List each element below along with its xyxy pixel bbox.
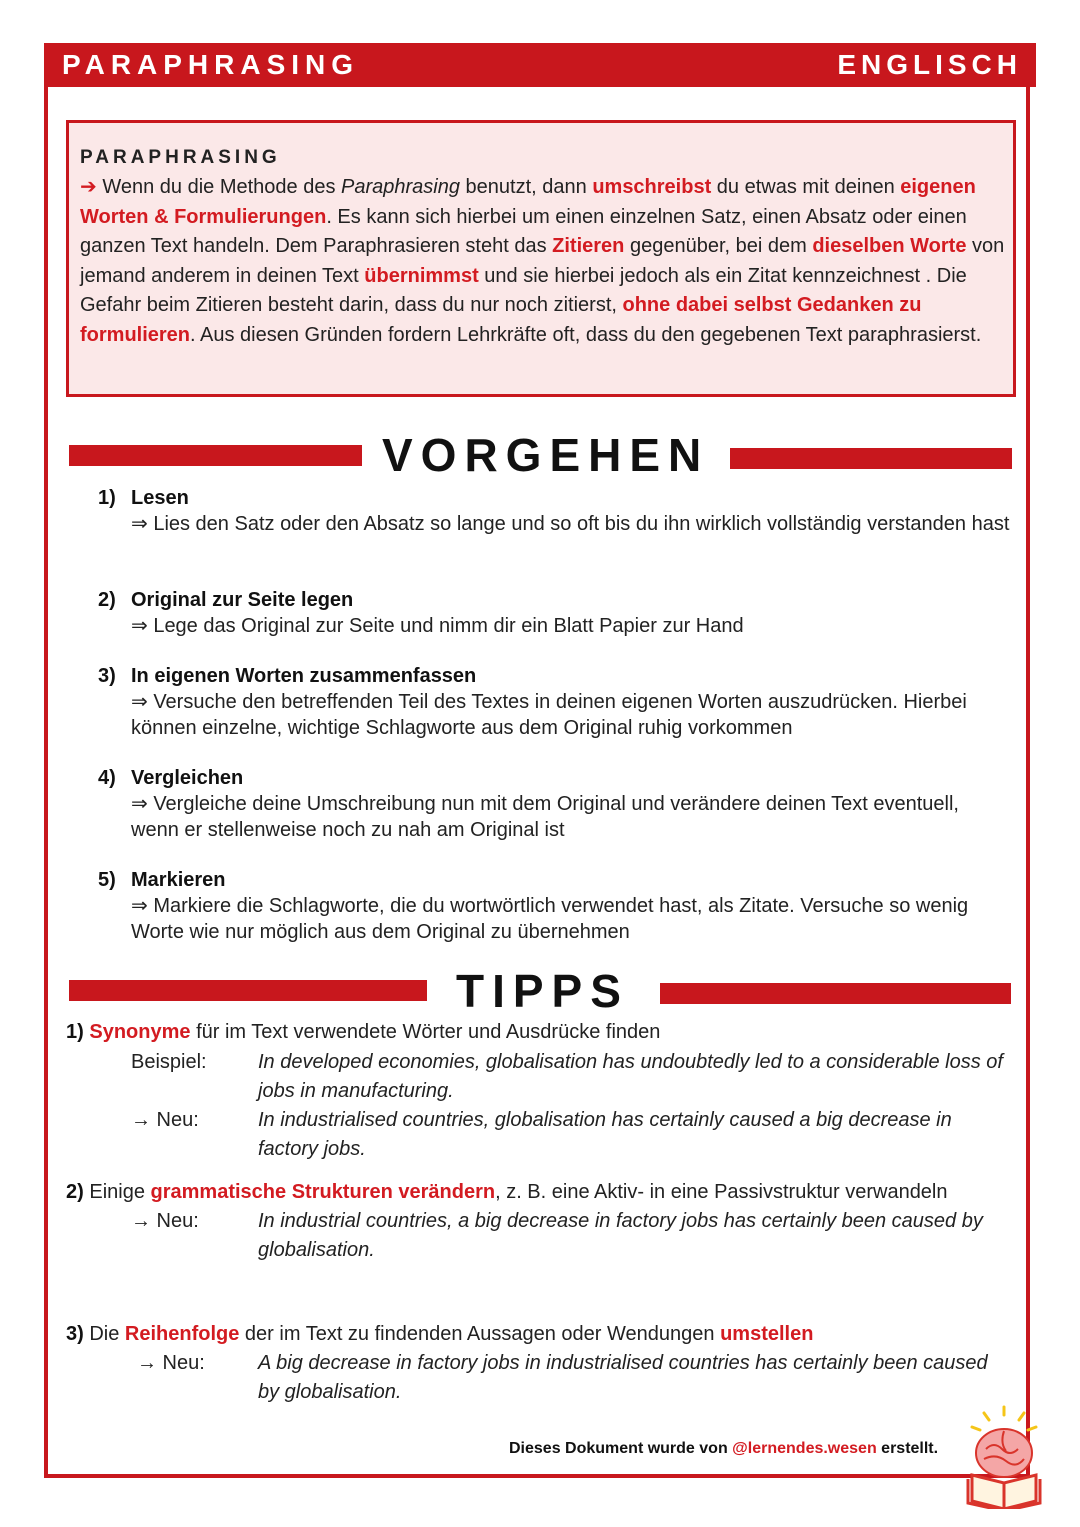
section-rule-left — [69, 980, 427, 1001]
step-body: ⇒ Lege das Original zur Seite und nimm dir ein Blatt Papier zur Hand — [131, 615, 744, 637]
intro-title: PARAPHRASING — [80, 147, 281, 168]
step-body: ⇒ Markiere die Schlagworte, die du wortwörtlich verwendet hast, als Zitate. Versuche so wenig Worte wie nur möglich aus dem Original zu übernehmen — [131, 895, 969, 943]
new-text: In industrial countries, a big decrease in factory jobs has certainly been caused by globalisation. — [258, 1210, 983, 1261]
tip-heading: 3) Die Reihenfolge der im Text zu findenden Aussagen oder Wendungen umstellen — [66, 1323, 814, 1345]
new-text: A big decrease in factory jobs in industrialised countries has certainly been caused by globalisation. — [258, 1352, 988, 1403]
section-title-vorgehen: VORGEHEN — [382, 429, 710, 481]
intro-paragraph: ➔ Wenn du die Methode des Paraphrasing benutzt, dann umschreibst du etwas mit deinen eigenen Worten & Formulierungen. Es kann sich hierbei um einen einzelnen Satz, einen Absatz oder einen ganzen Text handeln. Dem Paraphrasieren steht das Zitieren gegenüber, bei dem dieselben Worte von jemand anderem in deinen Text übernimmst und sie hierbei jedoch als ein Zitat kennzeichnest . Die Gefahr beim Zitieren besteht darin, dass du nur noch zitierst, ohne dabei selbst Gedanken zu formulieren. Aus diesen Gründen fordern Lehrkräfte oft, dass du den gegebenen Text paraphrasierst. — [80, 176, 1005, 346]
section-rule-right — [660, 983, 1011, 1004]
new-label: → Neu: — [131, 1109, 199, 1131]
step-heading: 3) In eigenen Worten zusammenfassen — [98, 665, 477, 687]
step-body: ⇒ Vergleiche deine Umschreibung nun mit dem Original und verändere deinen Text eventuell, wenn er stellenweise noch zu nah am Original ist — [131, 793, 959, 841]
step-heading: 2) Original zur Seite legen — [98, 589, 354, 611]
tip-heading: 2) Einige grammatische Strukturen verändern, z. B. eine Aktiv- in eine Passivstruktur verwandeln — [66, 1181, 948, 1203]
step-heading: 1) Lesen — [98, 487, 189, 509]
tip-heading: 1) Synonyme für im Text verwendete Wörter und Ausdrücke finden — [66, 1021, 661, 1043]
new-text: In industrialised countries, globalisation has certainly caused a big decrease in factory jobs. — [258, 1109, 952, 1160]
example-text: In developed economies, globalisation has undoubtedly led to a considerable loss of jobs in manufacturing. — [258, 1051, 1003, 1102]
step-body: ⇒ Lies den Satz oder den Absatz so lange und so oft bis du ihn wirklich vollständig verstanden hast — [131, 513, 1010, 535]
header-title: PARAPHRASING — [62, 49, 360, 80]
brain-book-icon — [962, 1405, 1046, 1509]
footer-credit: Dieses Dokument wurde von @lernendes.wesen erstellt. — [509, 1440, 939, 1457]
section-title-tipps: TIPPS — [456, 965, 629, 1017]
header-subject: ENGLISCH — [837, 49, 1022, 80]
example-label: Beispiel: — [131, 1051, 207, 1073]
step-heading: 5) Markieren — [98, 869, 226, 891]
section-rule-right — [730, 448, 1012, 469]
new-label: → Neu: — [137, 1352, 205, 1374]
step-heading: 4) Vergleichen — [98, 767, 244, 789]
new-label: → Neu: — [131, 1210, 199, 1232]
step-body: ⇒ Versuche den betreffenden Teil des Textes in deinen eigenen Worten auszudrücken. Hierbei können einzelne, wichtige Schlagworte aus dem Original ruhig vorkommen — [131, 691, 967, 739]
footer-handle: @lernendes.wesen — [732, 1440, 877, 1457]
section-rule-left — [69, 445, 362, 466]
